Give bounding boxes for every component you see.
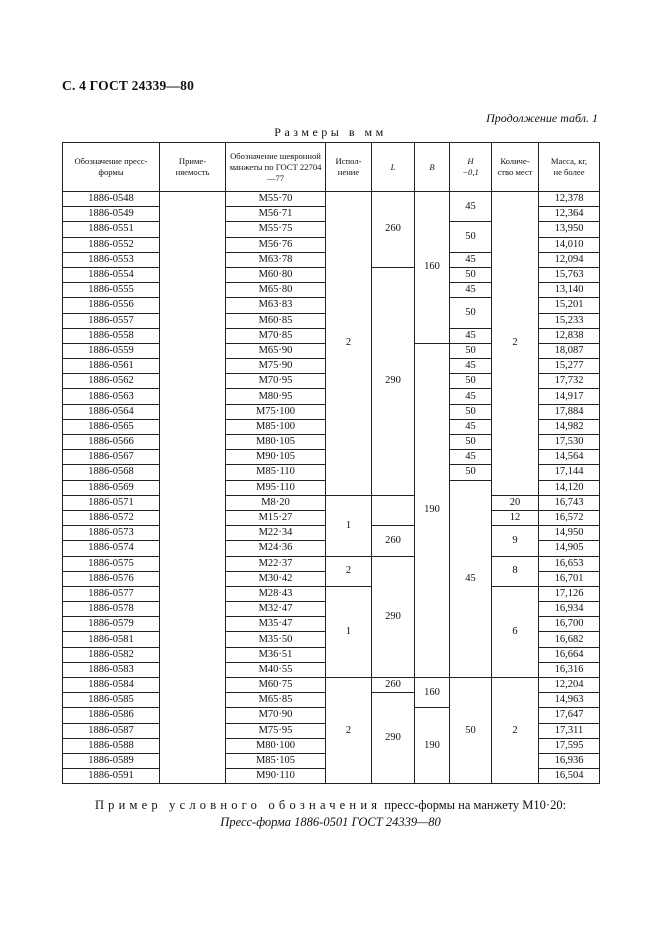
cell-designation: 1886-0559 [63, 343, 160, 358]
cell-designation: 1886-0582 [63, 647, 160, 662]
cell-mass: 16,700 [539, 617, 600, 632]
cell-designation: 1886-0581 [63, 632, 160, 647]
cell-B: 190 [415, 708, 450, 784]
cell-mass: 14,010 [539, 237, 600, 252]
cell-designation: 1886-0579 [63, 617, 160, 632]
col-header-version: Испол- нение [326, 143, 372, 192]
cell-designation: 1886-0564 [63, 404, 160, 419]
cell-mass: 17,530 [539, 435, 600, 450]
cell-designation: 1886-0587 [63, 723, 160, 738]
cell-designation: 1886-0566 [63, 435, 160, 450]
cell-designation: 1886-0591 [63, 769, 160, 784]
cell-cuff: M63·83 [226, 298, 326, 313]
cell-mass: 16,682 [539, 632, 600, 647]
cell-mass: 16,653 [539, 556, 600, 571]
cell-designation: 1886-0572 [63, 510, 160, 525]
cell-cuff: M70·85 [226, 328, 326, 343]
col-header-L: L [372, 143, 415, 192]
cell-mass: 17,884 [539, 404, 600, 419]
table-row [63, 192, 600, 207]
col-header-H: H −0,1 [450, 143, 492, 192]
cell-designation: 1886-0573 [63, 526, 160, 541]
cell-mass: 16,934 [539, 602, 600, 617]
cell-H: 45 [450, 359, 492, 374]
page-header: С. 4 ГОСТ 24339—80 [62, 78, 195, 93]
cell-mass: 17,595 [539, 738, 600, 753]
cell-cuff: M70·90 [226, 708, 326, 723]
cell-H: 50 [450, 465, 492, 480]
cell-H: 45 [450, 480, 492, 677]
cell-L: 260 [372, 192, 415, 268]
cell-mass: 18,087 [539, 343, 600, 358]
cell-L [372, 495, 415, 525]
cell-cuff: M60·85 [226, 313, 326, 328]
cell-designation: 1886-0585 [63, 693, 160, 708]
cell-H: 45 [450, 328, 492, 343]
cell-mass: 14,917 [539, 389, 600, 404]
cell-cuff: M55·70 [226, 192, 326, 207]
cell-qty: 12 [492, 510, 539, 525]
cell-designation: 1886-0574 [63, 541, 160, 556]
cell-cuff: M65·90 [226, 343, 326, 358]
col-header-applicability: Приме- няемость [160, 143, 226, 192]
cell-H: 50 [450, 435, 492, 450]
col-header-qty: Количе- ство мест [492, 143, 539, 192]
table-continuation-note: Продолжение табл. 1 [486, 111, 598, 125]
cell-qty: 2 [492, 192, 539, 496]
cell-mass: 16,316 [539, 662, 600, 677]
cell-cuff: M63·78 [226, 252, 326, 267]
col-header-mass: Масса, кг, не более [539, 143, 600, 192]
table-header-row [63, 143, 600, 192]
cell-cuff: M85·105 [226, 753, 326, 768]
cell-L: 290 [372, 693, 415, 784]
cell-designation: 1886-0551 [63, 222, 160, 237]
cell-designation: 1886-0568 [63, 465, 160, 480]
cell-mass: 17,144 [539, 465, 600, 480]
cell-B: 160 [415, 192, 450, 344]
cell-L: 260 [372, 678, 415, 693]
cell-cuff: M32·47 [226, 602, 326, 617]
cell-H: 50 [450, 222, 492, 252]
cell-designation: 1886-0565 [63, 419, 160, 434]
cell-cuff: M90·105 [226, 450, 326, 465]
cell-cuff: M8·20 [226, 495, 326, 510]
cell-mass: 17,647 [539, 708, 600, 723]
cell-designation: 1886-0584 [63, 678, 160, 693]
table-body [63, 192, 600, 784]
col-header-cuff: Обозначение шевронной манжеты по ГОСТ 22704—77 [226, 143, 326, 192]
cell-cuff: M56·76 [226, 237, 326, 252]
cell-version: 2 [326, 678, 372, 784]
dimensions-table [62, 142, 600, 784]
cell-designation: 1886-0549 [63, 207, 160, 222]
cell-H: 45 [450, 419, 492, 434]
cell-mass: 16,664 [539, 647, 600, 662]
cell-cuff: M40·55 [226, 662, 326, 677]
cell-mass: 12,838 [539, 328, 600, 343]
cell-H: 45 [450, 283, 492, 298]
cell-mass: 14,905 [539, 541, 600, 556]
cell-H: 50 [450, 343, 492, 358]
cell-cuff: M65·80 [226, 283, 326, 298]
cell-mass: 15,763 [539, 267, 600, 282]
cell-L: 260 [372, 526, 415, 556]
table-row [63, 678, 600, 693]
units-caption: Размеры в мм [274, 125, 387, 139]
cell-qty: 8 [492, 556, 539, 586]
cell-version: 1 [326, 495, 372, 556]
cell-H: 50 [450, 404, 492, 419]
cell-qty: 6 [492, 586, 539, 677]
cell-cuff: M60·80 [226, 267, 326, 282]
col-header-B: B [415, 143, 450, 192]
cell-cuff: M35·47 [226, 617, 326, 632]
cell-designation: 1886-0555 [63, 283, 160, 298]
cell-cuff: M30·42 [226, 571, 326, 586]
cell-H: 50 [450, 678, 492, 784]
cell-mass: 12,094 [539, 252, 600, 267]
cell-designation: 1886-0553 [63, 252, 160, 267]
cell-designation: 1886-0571 [63, 495, 160, 510]
cell-designation: 1886-0558 [63, 328, 160, 343]
cell-designation: 1886-0552 [63, 237, 160, 252]
cell-mass: 15,277 [539, 359, 600, 374]
cell-cuff: M85·110 [226, 465, 326, 480]
cell-version: 2 [326, 192, 372, 496]
cell-H: 45 [450, 252, 492, 267]
cell-designation: 1886-0554 [63, 267, 160, 282]
cell-mass: 16,504 [539, 769, 600, 784]
cell-cuff: M85·100 [226, 419, 326, 434]
cell-B: 190 [415, 343, 450, 677]
cell-designation: 1886-0576 [63, 571, 160, 586]
col-header-designation: Обозначение пресс-формы [63, 143, 160, 192]
cell-mass: 14,564 [539, 450, 600, 465]
cell-cuff: M28·43 [226, 586, 326, 601]
cell-mass: 12,364 [539, 207, 600, 222]
cell-cuff: M75·90 [226, 359, 326, 374]
cell-applicability [160, 192, 226, 784]
cell-cuff: M15·27 [226, 510, 326, 525]
cell-cuff: M75·100 [226, 404, 326, 419]
cell-cuff: M95·110 [226, 480, 326, 495]
cell-L: 290 [372, 556, 415, 678]
cell-mass: 15,233 [539, 313, 600, 328]
cell-version: 2 [326, 556, 372, 586]
cell-cuff: M22·34 [226, 526, 326, 541]
cell-cuff: M65·85 [226, 693, 326, 708]
cell-designation: 1886-0563 [63, 389, 160, 404]
cell-mass: 16,743 [539, 495, 600, 510]
cell-mass: 13,950 [539, 222, 600, 237]
cell-H: 50 [450, 374, 492, 389]
cell-designation: 1886-0589 [63, 753, 160, 768]
cell-mass: 16,701 [539, 571, 600, 586]
cell-mass: 15,201 [539, 298, 600, 313]
cell-mass: 16,936 [539, 753, 600, 768]
cell-designation: 1886-0557 [63, 313, 160, 328]
cell-designation: 1886-0562 [63, 374, 160, 389]
cell-designation: 1886-0588 [63, 738, 160, 753]
cell-qty: 2 [492, 678, 539, 784]
cell-cuff: M60·75 [226, 678, 326, 693]
cell-designation: 1886-0548 [63, 192, 160, 207]
cell-designation: 1886-0569 [63, 480, 160, 495]
cell-cuff: M56·71 [226, 207, 326, 222]
cell-mass: 17,311 [539, 723, 600, 738]
cell-H: 45 [450, 389, 492, 404]
cell-H: 50 [450, 298, 492, 328]
cell-qty: 9 [492, 526, 539, 556]
cell-cuff: M80·100 [226, 738, 326, 753]
cell-designation: 1886-0586 [63, 708, 160, 723]
cell-qty: 20 [492, 495, 539, 510]
cell-L: 290 [372, 267, 415, 495]
cell-cuff: M24·36 [226, 541, 326, 556]
cell-H: 50 [450, 267, 492, 282]
cell-mass: 17,732 [539, 374, 600, 389]
cell-cuff: M70·95 [226, 374, 326, 389]
cell-mass: 13,140 [539, 283, 600, 298]
cell-cuff: M35·50 [226, 632, 326, 647]
cell-cuff: M90·110 [226, 769, 326, 784]
cell-designation: 1886-0561 [63, 359, 160, 374]
cell-mass: 12,378 [539, 192, 600, 207]
cell-cuff: M22·37 [226, 556, 326, 571]
cell-B: 160 [415, 678, 450, 708]
cell-cuff: M75·95 [226, 723, 326, 738]
cell-mass: 17,126 [539, 586, 600, 601]
cell-H: 45 [450, 450, 492, 465]
example-line [0, 798, 661, 813]
example-code: Пресс-форма 1886-0501 ГОСТ 24339—80 [220, 815, 441, 829]
table-row [63, 495, 600, 510]
cell-designation: 1886-0556 [63, 298, 160, 313]
cell-designation: 1886-0575 [63, 556, 160, 571]
cell-mass: 14,982 [539, 419, 600, 434]
table-row [63, 556, 600, 571]
cell-designation: 1886-0578 [63, 602, 160, 617]
cell-mass: 14,963 [539, 693, 600, 708]
cell-designation: 1886-0567 [63, 450, 160, 465]
cell-mass: 14,120 [539, 480, 600, 495]
cell-mass: 14,950 [539, 526, 600, 541]
cell-cuff: M80·105 [226, 435, 326, 450]
example-prefix: Пример условного обозначения [94, 798, 382, 812]
cell-mass: 12,204 [539, 678, 600, 693]
table-row [63, 586, 600, 601]
example-text: пресс-формы на манжету М10·20: [381, 798, 567, 812]
cell-cuff: M36·51 [226, 647, 326, 662]
cell-H: 45 [450, 192, 492, 222]
cell-designation: 1886-0583 [63, 662, 160, 677]
cell-cuff: M55·75 [226, 222, 326, 237]
cell-designation: 1886-0577 [63, 586, 160, 601]
cell-mass: 16,572 [539, 510, 600, 525]
cell-version: 1 [326, 586, 372, 677]
cell-cuff: M80·95 [226, 389, 326, 404]
